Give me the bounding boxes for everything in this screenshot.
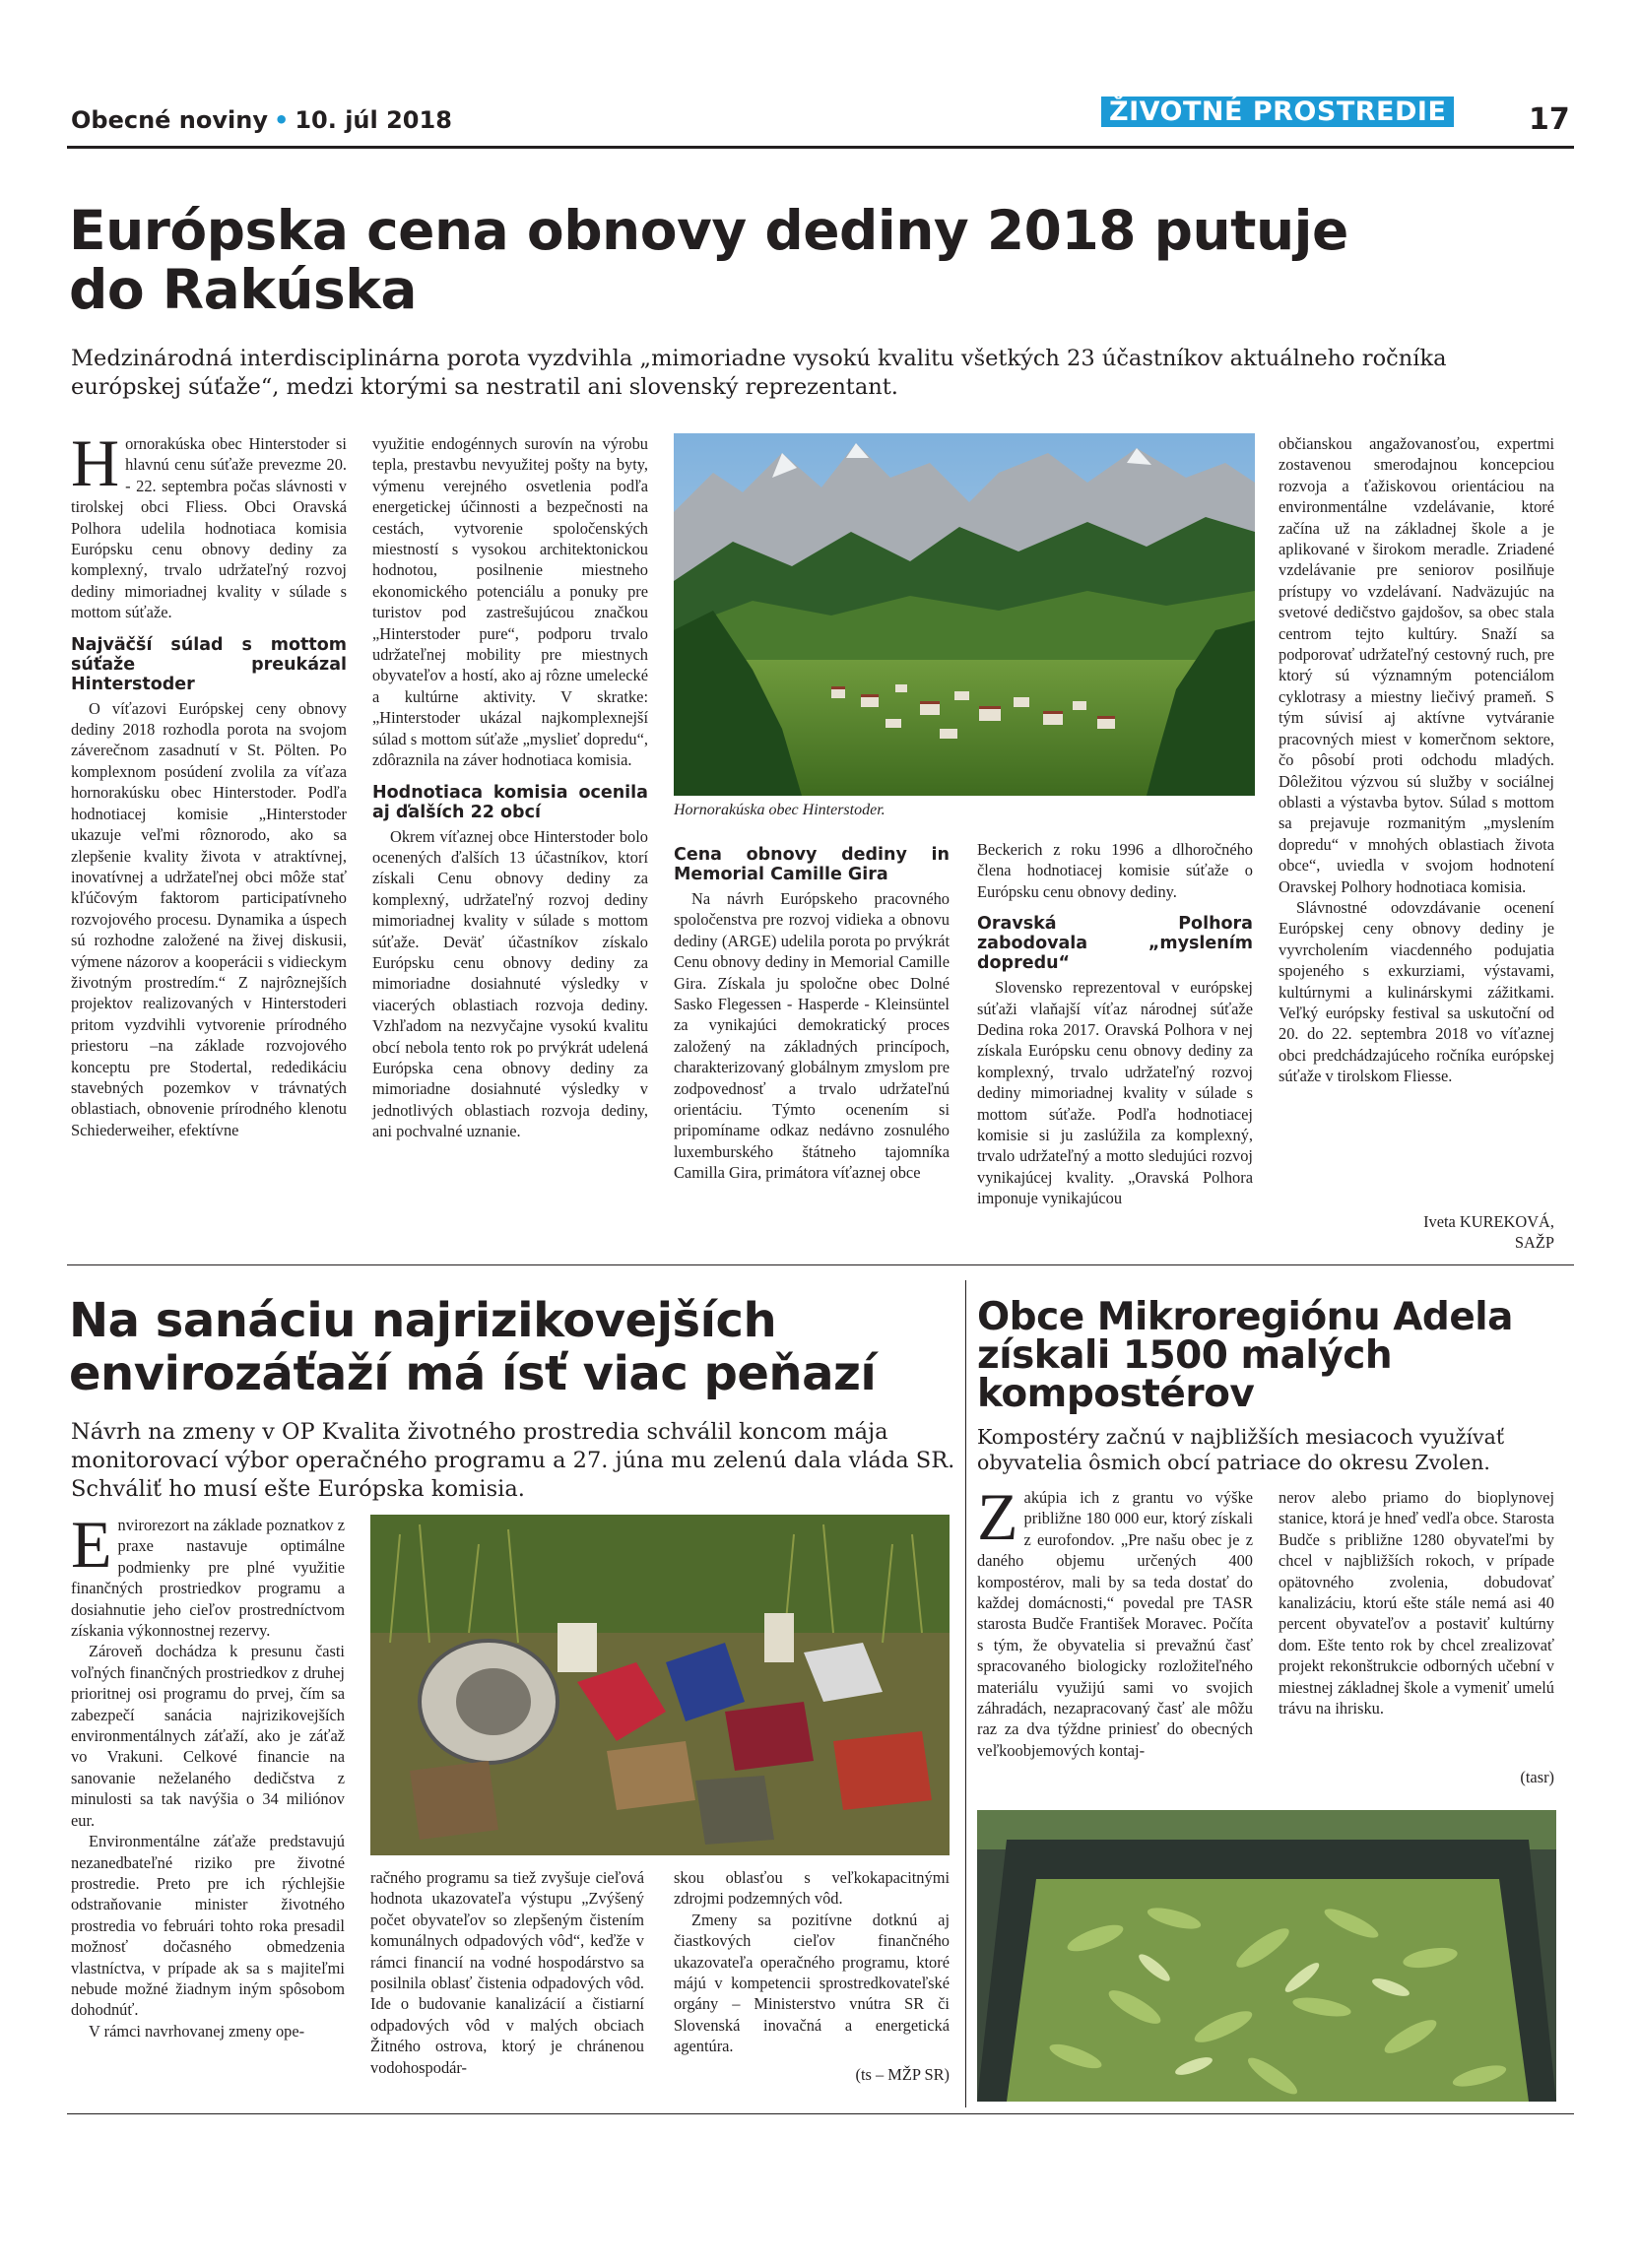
article1-column3 — [674, 839, 950, 1184]
bullet-icon: • — [273, 106, 290, 134]
hinterstoder-photo — [674, 433, 1255, 796]
paragraph: Environmentálne záťaže predstavujú nezanedbateľné riziko pre životné prostredie. Preto pre ich rýchlejšie odstraňovanie minister životného prostredia vo februári tohto roka presadil možnosť dočasného obmedzenia vlastníctva, v prípade ak sa s majiteľmi nebude možné žiadnym iným spôsobom dohodnúť. — [71, 1832, 345, 2020]
article1-title-line2: do Rakúska — [69, 258, 417, 321]
article2-signature: (ts – MŽP SR) — [855, 2065, 950, 2084]
author-org: SAŽP — [1514, 1233, 1554, 1252]
paragraph: ornorakúska obec Hinterstoder si hlavnú cenu súťaže prevezme 20. - 22. septembra počas slávnosti v tirolskej obci Fliess. Obci Oravská Polhora udelila hodnotiaca komisia Európsku cenu obnovy dediny za komplexný, trvalo udržateľný rozvoj dediny mimoriadnej kvality v súlade s mottom súťaže. — [71, 434, 347, 622]
masthead — [71, 106, 452, 134]
section-label: ŽIVOTNÉ PROSTREDIE — [1101, 97, 1454, 127]
paragraph: Zmeny sa pozitívne dotknú aj čiastkových cieľov finančného ukazovateľa operačného programu, ktoré májú v kompetencii sprostredkovateľské orgány – Ministerstvo vnútra SR či Slovenská inovačná a energetická agentúra. — [674, 1910, 950, 2056]
article-divider — [67, 1264, 1574, 1265]
article1-column1 — [71, 425, 347, 1140]
photo-caption: Hornorakúska obec Hinterstoder. — [674, 802, 886, 818]
article2-title-line2: envirozáťaží má ísť viac peňazí — [69, 1346, 877, 1401]
author-name: Iveta KUREKOVÁ, — [1423, 1212, 1554, 1231]
article1-lead: Medzinárodná interdisciplinárna porota vyzdvihla „mimoriadne vysokú kvalitu všetkých 23 účastníkov aktuálneho ročníka európskej súťaže“, medzi ktorými sa nestratil ani slovenský reprezentant. — [71, 346, 1447, 400]
subheading: Najväčší súlad s mottom súťaže preukázal Hinterstoder — [71, 634, 347, 694]
article2-column2 — [370, 1867, 644, 2078]
article3-signature: (tasr) — [1520, 1768, 1554, 1786]
paragraph: Slávnostné odovzdávanie ocenení Európskej ceny obnovy dediny je vyvrcholením viacdenného podujatia spojeného s exkurziami, výstavami, kultúrnymi a kulinárskymi zážitkami. Veľký európsky festival sa uskutoční od 20. do 22. septembra 2018 vo víťaznej obci predchádzajúceho ročníka európskej súťaže v tirolskom Fliesse. — [1279, 897, 1554, 1086]
header-rule — [67, 146, 1574, 149]
article1-signature — [1279, 1211, 1554, 1253]
article2-lead: Návrh na zmeny v OP Kvalita životného prostredia schválil koncom mája monitorovací výbor operačného programu a 27. júna mu zelenú dala vláda SR. Schváliť ho musí ešte Európska komisia. — [71, 1419, 955, 1502]
article3-lead: Kompostéry začnú v najbližších mesiacoch využívať obyvatelia ôsmich obcí patriace do okresu Zvolen. — [977, 1425, 1505, 1474]
subheading: Hodnotiaca komisia ocenila aj ďalších 22 obcí — [372, 782, 648, 822]
article2-title — [69, 1294, 955, 1400]
issue-date: 10. júl 2018 — [295, 106, 452, 134]
column-divider — [965, 1280, 966, 2107]
article2-column1 — [71, 1507, 345, 2041]
article3-title — [977, 1295, 1568, 1416]
dropcap: H — [71, 425, 120, 500]
paragraph: Beckerich z roku 1996 a dlhoročného člena hodnotiacej komisie súťaže o Európsku cenu obnovy dediny. — [977, 840, 1253, 901]
article1-title-line1: Európska cena obnovy dediny 2018 putuje — [69, 199, 1348, 262]
article2-title-line1: Na sanáciu najrizikovejších — [69, 1293, 777, 1348]
footer-rule — [67, 2113, 1574, 2114]
paragraph: akúpia ich z grantu vo výške približne 180 000 eur, ktorý získali z eurofondov. „Pre našu obec je z daného objemu určených 400 kompostérov, mali by sa teda dostať do každej domácnosti,“ povedal pre TASR starosta Budče František Moravec. Počíta s tým, že obyvatelia si prevažnú časť spracovaného biologicky rozložiteľného materiálu využijú sami vo svojich záhradách, nezapracovaný časť ale môžu raz za dva týždne priniesť do obecných veľkoobjemových kontaj- — [977, 1488, 1253, 1760]
article2-column3 — [674, 1867, 950, 2057]
subheading: Oravská Polhora zabodovala „myslením dopredu“ — [977, 914, 1253, 974]
dropcap: E — [71, 1507, 112, 1582]
paper-name: Obecné noviny — [71, 106, 268, 134]
paragraph: Okrem víťaznej obce Hinterstoder bolo ocenených ďalších 13 účastníkov, ktorí získali Cenu obnovy dediny za komplexný, udržateľný rozvoj dediny mimoriadnej kvality v súlade s mottom súťaže. Deväť účastníkov získalo Európsku cenu obnovy dediny za mimoriadne dosiahnuté výsledky v viacerých oblastiach rozvoja dediny. Vzhľadom na nezvyčajne vysokú kvalitu obcí nebola tento rok po prvýkrát udelená Európska cena obnovy dediny za mimoriadne dosiahnuté výsledky v jednotlivých oblastiach rozvoja dediny, ani pochvalné uznanie. — [372, 826, 648, 1141]
paragraph: využitie endogénnych surovín na výrobu tepla, prestavbu nevyužitej pošty na byty, výmenu verejného osvetlenia podľa energetickej účinnosti a bezpečnosti na cestách, vytvorenie spoločenských miestností s vysokou architektonickou hodnotou, posilnenie miestneho ekonomického potenciálu a ponuky pre turistov pod zastrešujúcou značkou „Hinterstoder pure“, podporu trvalo udržateľnej mobility pre miestnych obyvateľov a hostí, ako aj rôzne umelecké a kultúrne aktivity. V skratke: „Hinterstoder ukázal najkomplexnejší súlad s mottom súťaže „myslieť dopredu“, zdôraznila na záver hodnotiaca komisia. — [372, 434, 648, 770]
paragraph: občianskou angažovanosťou, expertmi zostavenou smerodajnou koncepciou rozvoja a ťažiskovou orientáciou na environmentálne vzdelávanie, ktoré začína už na základnej škole a je aplikované v širokom meradle. Zriadené vzdelávanie pre seniorov posilňuje prístupy vo vzdelávaní. Nadväzujúc na svetové dedičstvo gajdošov, sa obec stala centrom tejto kultúry. Snaží sa podporovať udržateľný cestovný ruch, pre ktorý sú významným potenciálom cyklotrasy a miestny liečivý prameň. S tým súvisí aj aktívne vytváranie pracovných miest v komerčnom sektore, čo pôsobí proti odchodu mladých. Dôležitou výzvou sú služby v sociálnej oblasti a výstavba bytov. Súlad s mottom sa prejavuje rozmanitým „myslením dopredu“ v mnohých oblastiach života obce“, uviedla v svojom hodnotení Oravskej Polhory hodnotiaca komisia. — [1279, 434, 1554, 896]
paragraph: Slovensko reprezentoval v európskej súťaži vlaňajší víťaz národnej súťaže Dedina roka 2017. Oravská Polhora v nej získala Európsku cenu obnovy dediny za komplexný, trvalo udržateľný rozvoj dediny mimoriadnej kvality v súlade s mottom súťaže. Podľa hodnotiacej komisie si ju zaslúžila za komplexný, trvalo udržateľný a motto sledujúci rozvoj vynikajúcej kvality. „Oravská Polhora imponuje vynikajúcou — [977, 978, 1253, 1208]
paragraph: skou oblasťou s veľkokapacitnými zdrojmi podzemných vôd. — [674, 1868, 950, 1909]
subheading: Cena obnovy dediny in Memorial Camille Gira — [674, 845, 950, 884]
article1-column4 — [977, 839, 1253, 1209]
article3-column2 — [1279, 1487, 1554, 1718]
paragraph: Zároveň dochádza k presunu časti voľných finančných prostriedkov z druhej prioritnej osi programu do prvej, čím sa zabezpečí sanácia najrizikovejších environmentálnych záťaží, ako je záťaž vo Vrakuni. Celkové financie na sanovanie neželaného dedičstva z minulosti sa tak navýšia o 34 miliónov eur. — [71, 1642, 345, 1830]
paragraph: nerov alebo priamo do bioplynovej stanice, ktorá je hneď vedľa obce. Starosta Budče s približne 1280 obyvateľmi by chcel v najbližších rokoch, v prípade opätovného zvolenia, dobudovať kanalizáciu, ktorú ešte stále nemá asi 40 percent obyvateľov a postaviť kultúrny dom. Ešte tento rok by chcel zrealizovať projekt rekonštrukcie odborných učební v miestnej základnej škole a vymeniť umelú trávu na ihrisku. — [1279, 1488, 1554, 1718]
paragraph: O víťazovi Európskej ceny obnovy dediny 2018 rozhodla porota na svojom záverečnom zasadnutí v St. Pölten. Po komplexnom posúdení zvolila za víťaza hornorakúsku obec Hinterstoder. Podľa hodnotiacej komisie „Hinterstoder ukazuje veľmi rôznorodo, ako sa zlepšenie kvality života v atraktívnej, inovatívnej a udržateľnej obci môže stať kľúčovým faktorom participatívneho rozvojového procesu. Dynamika a úspech sú rozhodne založené na živej diskusii, výmene názorov a kooperácii s vidieckym životným prostredím.“ Z najrôznejších projektov realizovaných v Hinterstoderi pritom vyzdvihli vytvorenie prírodného priestoru –na základe rozvojového konceptu pre Stodertal, rededikáciu stavebných pozemkov v trávnatých oblastiach, obnovenie prírodného klenotu Schiederweiher, efektívne — [71, 698, 347, 1139]
article3-title-line3: kompostérov — [977, 1372, 1255, 1416]
article1-column2 — [372, 433, 648, 1142]
waste-dump-photo — [370, 1515, 950, 1855]
paragraph: Na návrh Európskeho pracovného spoločenstva pre rozvoj vidieka a obnovu dediny (ARGE) udelila porota po prvýkrát Cenu obnovy dediny in Memorial Camille Gira. Získala ju spoločne obec Dolné Sasko Flegessen - Hasperde - Kleinsüntel za vynikajúci demokratický proces založený na základných princípoch, charakterizovaný globálnym zmyslom pre zodpovednosť a trvalo udržateľnú orientáciu. Týmto ocenením si pripomíname odkaz nedávno zosnulého luxemburského štátneho tajomníka Camilla Gira, primátora víťaznej obce — [674, 889, 950, 1183]
composter-photo — [977, 1810, 1556, 2102]
dropcap: Z — [977, 1479, 1018, 1554]
article3-column1 — [977, 1479, 1253, 1761]
page-number: 17 — [1529, 102, 1570, 137]
paragraph: račného programu sa tiež zvyšuje cieľová hodnota ukazovateľa výstupu „Zvýšený počet obyvateľov so zlepšeným čistením komunálnych odpadových vôd“, keďže v rámci financií na vodné hospodárstvo sa posilnila oblasť čistenia odpadových vôd. Ide o budovanie kanalizácií a čistiarní odpadových vôd v malých obciach Žitného ostrova, ktorý je chránenou vodohospodár- — [370, 1868, 644, 2077]
article1-column5 — [1279, 433, 1554, 1087]
article3-title-line1: Obce Mikroregiónu Adela — [977, 1295, 1513, 1339]
paragraph: V rámci navrhovanej zmeny ope- — [89, 2021, 305, 2041]
article1-title — [69, 201, 1546, 319]
article3-title-line2: získali 1500 malých — [977, 1333, 1393, 1378]
paragraph: nvirorezort na základe poznatkov z praxe nastavuje optimálne podmienky pre plné využitie finančných prostriedkov programu a dosiahnutie jeho cieľov prostredníctvom získania výkonnostnej rezervy. — [71, 1516, 345, 1641]
